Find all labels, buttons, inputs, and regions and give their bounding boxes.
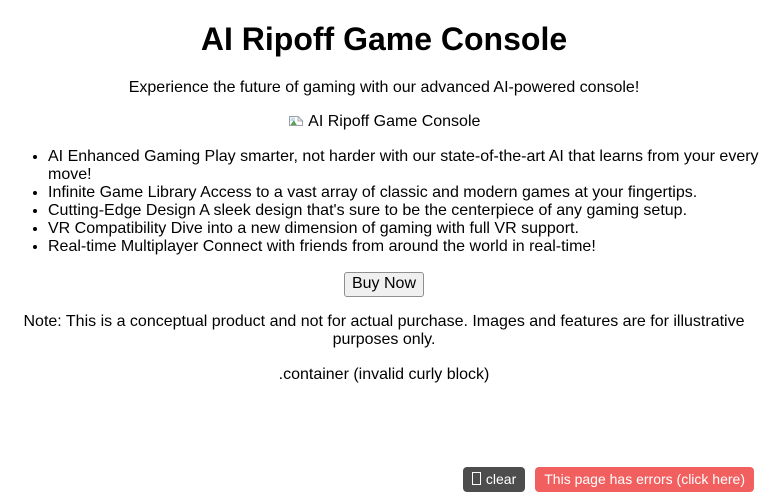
missing-glyph-icon — [472, 472, 481, 485]
image-alt-text: AI Ripoff Game Console — [308, 113, 481, 131]
error-overlay — [463, 467, 754, 492]
clear-button[interactable] — [463, 467, 525, 492]
feature-item: • Infinite Game Library Access to a vast array of classic and modern games at your fingertips. — [48, 184, 760, 202]
feature-item: • Cutting-Edge Design A sleek design that's sure to be the centerpiece of any gaming setup. — [48, 202, 760, 220]
disclaimer-note: Note: This is a conceptual product and not for actual purchase. Images and features are for illustrative purposes only. — [23, 313, 745, 349]
css-error-text: .container (invalid curly block) — [278, 365, 490, 383]
buy-now-button[interactable]: Buy Now — [344, 272, 424, 297]
product-page — [0, 21, 768, 384]
clear-button-label: clear — [485, 470, 517, 487]
product-image-broken — [8, 113, 760, 131]
feature-item: • VR Compatibility Dive into a new dimension of gaming with full VR support. — [48, 220, 760, 238]
page-errors-button[interactable]: This page has errors (click here) — [535, 467, 754, 492]
feature-item: • Real-time Multiplayer Connect with friends from around the world in real-time! — [48, 238, 760, 256]
feature-list — [8, 148, 760, 256]
buy-button-row — [8, 272, 760, 297]
page-title: AI Ripoff Game Console — [200, 21, 568, 57]
feature-item: • AI Enhanced Gaming Play smarter, not harder with our state-of-the-art AI that learns from your every move! — [48, 148, 760, 184]
subtitle: Experience the future of gaming with our advanced AI-powered console! — [128, 78, 640, 96]
broken-image-icon — [288, 113, 304, 129]
